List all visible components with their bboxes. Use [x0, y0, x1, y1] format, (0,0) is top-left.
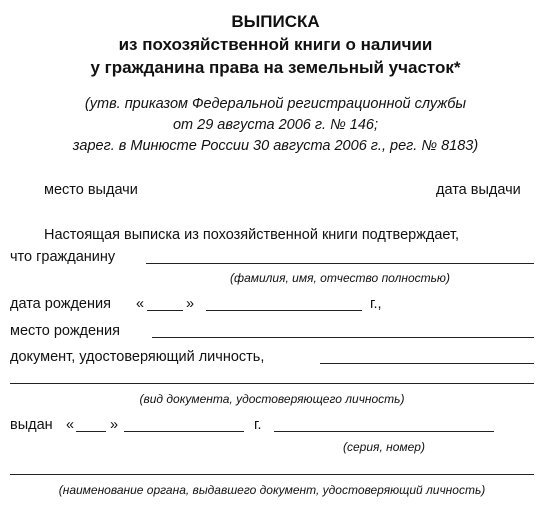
issuer-hint: (наименование органа, выдавшего документ, удостоверяющий личность) [58, 483, 486, 497]
issue-date-label: дата выдачи [436, 182, 521, 198]
id-document-line[interactable] [320, 363, 534, 364]
citizen-name-hint: (фамилия, имя, отчество полностью) [230, 271, 450, 285]
document-subtitle-line1: из похозяйственной книги о наличии [118, 35, 433, 54]
document-subtitle-line2: у гражданина права на земельный участок* [90, 58, 461, 77]
id-document-label: документ, удостоверяющий личность, [10, 349, 265, 365]
id-document-type-line[interactable] [10, 383, 534, 384]
series-number-line[interactable] [274, 431, 494, 432]
issued-label: выдан [10, 417, 53, 433]
issued-day-line[interactable] [76, 431, 106, 432]
birth-date-label: дата рождения [10, 296, 111, 312]
birth-day-quote-close: » [186, 296, 195, 312]
issued-day-quote-close: » [110, 417, 119, 433]
approval-note-line3: зарег. в Минюсте России 30 августа 2006 г., рег. № 8183) [72, 138, 479, 154]
series-hint: (серия, номер) [343, 440, 425, 454]
birth-month-line[interactable] [206, 310, 362, 311]
issuer-line[interactable] [10, 474, 534, 475]
issued-year-suffix: г. [254, 417, 262, 433]
birth-place-line[interactable] [152, 337, 534, 338]
issue-place-label: место выдачи [44, 182, 138, 198]
doc-type-hint: (вид документа, удостоверяющего личность) [139, 392, 405, 406]
issued-day-quote-open: « [66, 417, 75, 433]
citizen-name-line[interactable] [146, 263, 534, 264]
birth-year-suffix: г., [370, 296, 382, 312]
statement-line1: Настоящая выписка из похозяйственной книги подтверждает, [44, 227, 460, 243]
approval-note-line1: (утв. приказом Федеральной регистрационной службы [84, 96, 467, 112]
birth-place-label: место рождения [10, 323, 121, 339]
approval-note-line2: от 29 августа 2006 г. № 146; [172, 117, 379, 133]
birth-day-quote-open: « [136, 296, 145, 312]
issued-month-line[interactable] [124, 431, 244, 432]
citizen-label: что гражданину [10, 249, 116, 265]
birth-day-line[interactable] [147, 310, 183, 311]
document-title: ВЫПИСКА [231, 12, 320, 31]
